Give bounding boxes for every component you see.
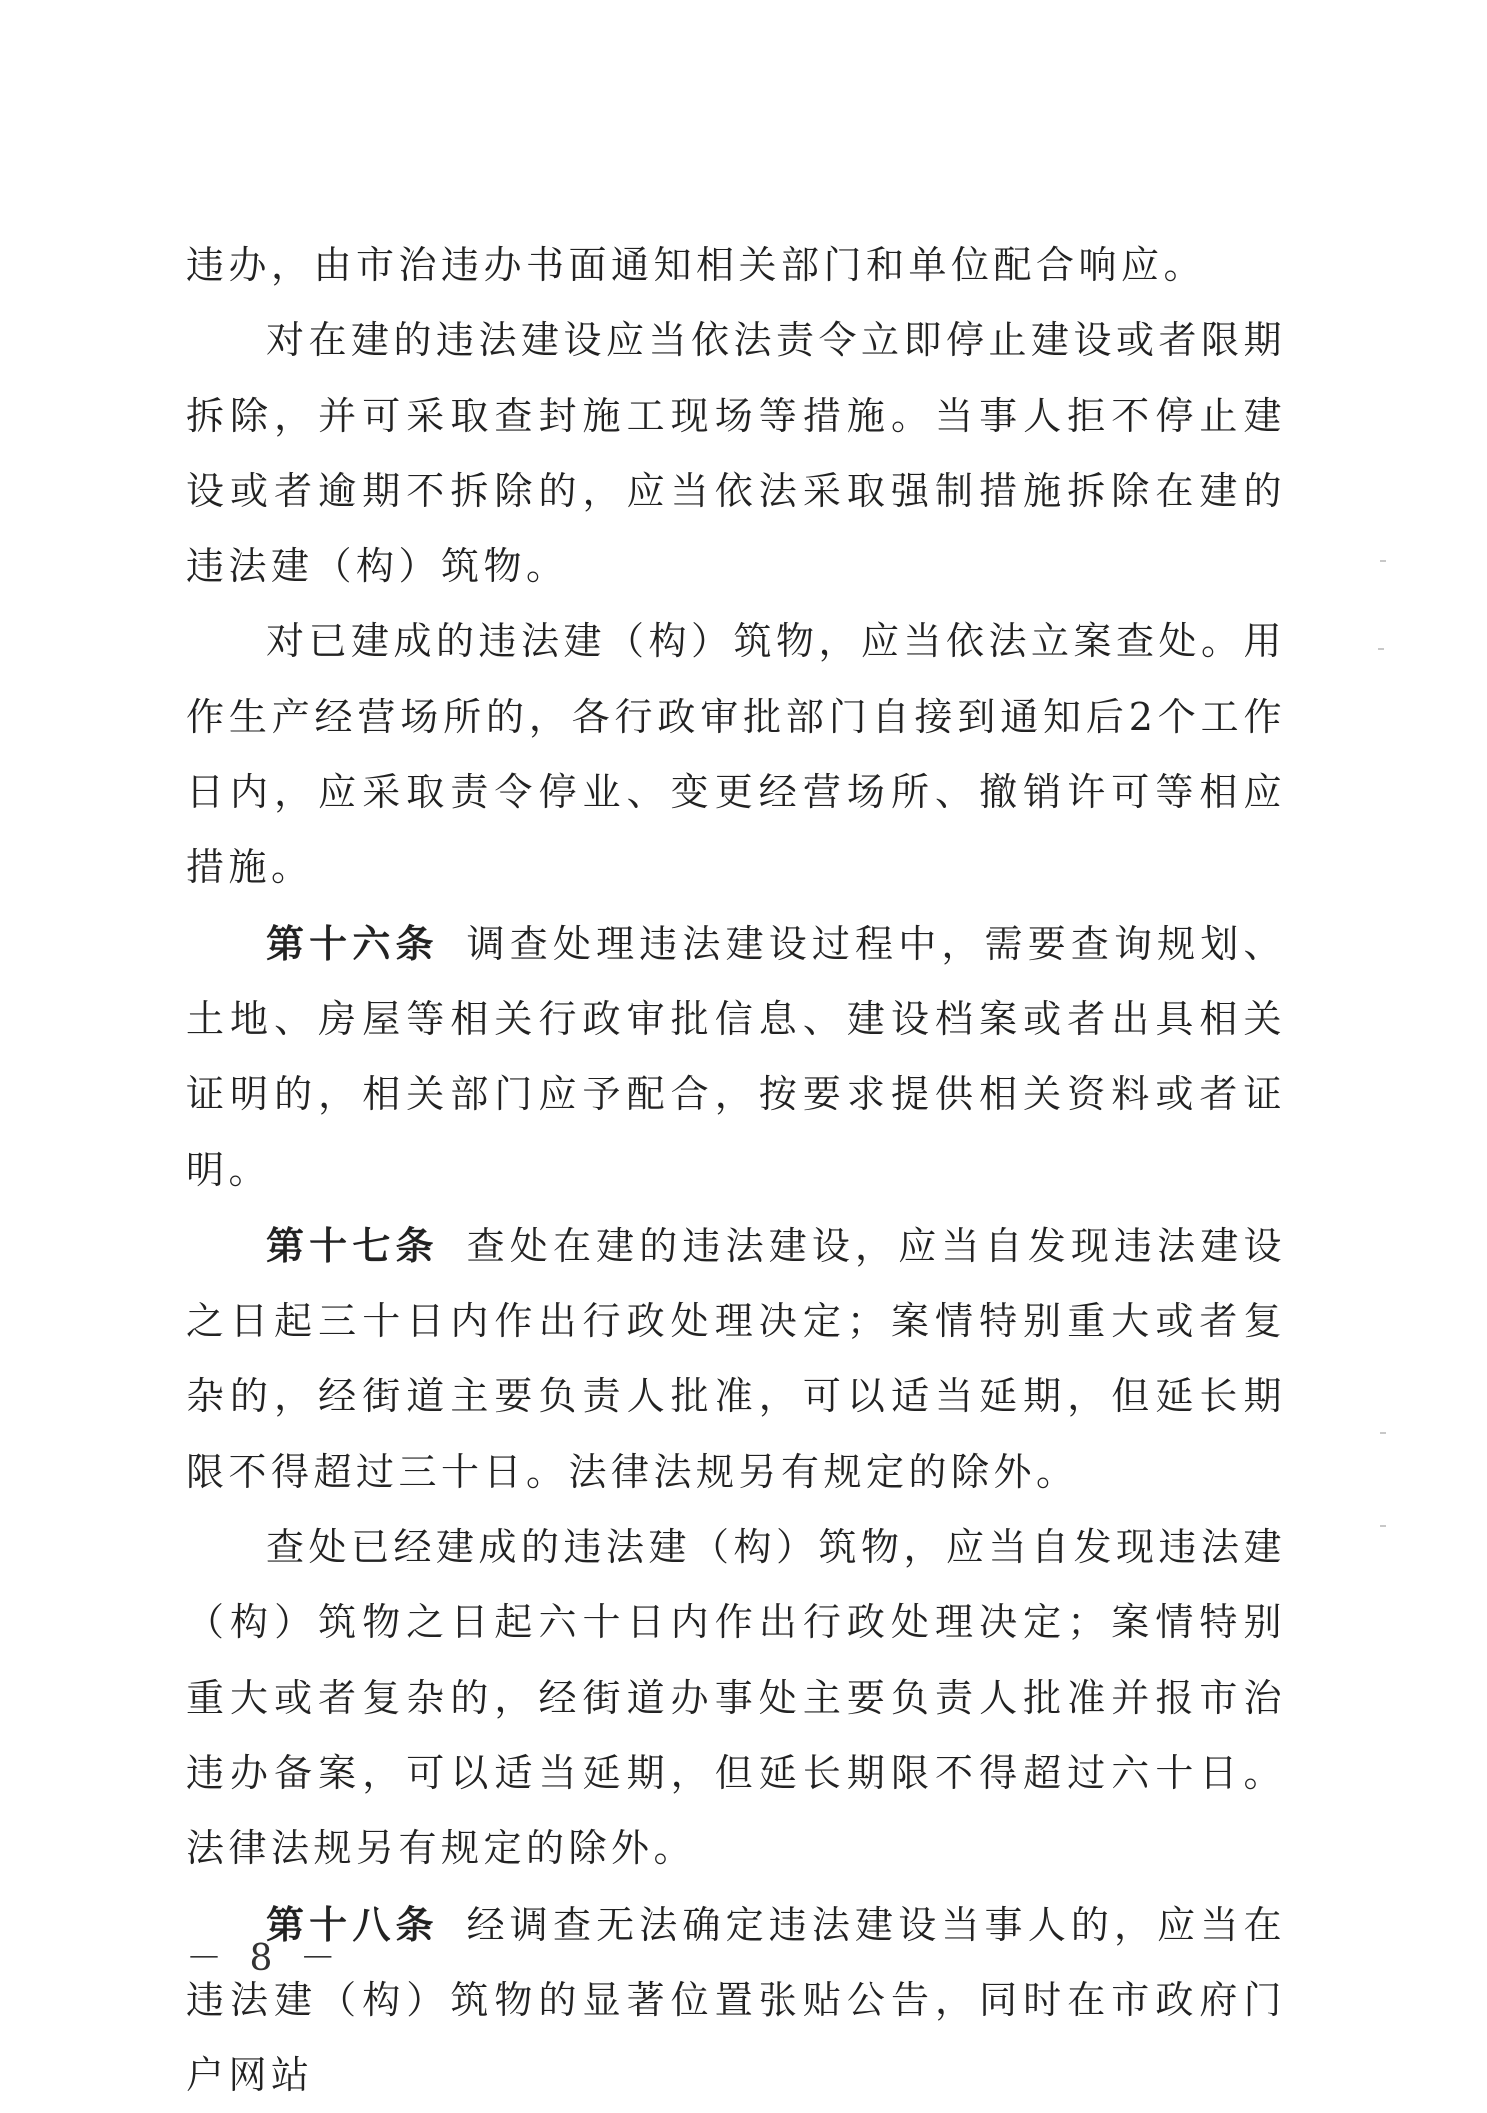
paragraph <box>186 303 1286 604</box>
article-18 <box>186 1887 1286 2113</box>
article-heading: 第十六条 <box>266 920 439 966</box>
paragraph-text: 查处已经建成的违法建（构）筑物，应当自发现违法建（构）筑物之日起六十日内作出行政处理决定；案情特别重大或者复杂的，经街道办事处主要负责人批准并报市治违办备案，可以适当延期，但延长期限不得超过六十日。法律法规另有规定的除外。 <box>186 1525 1287 1871</box>
scan-mark <box>1380 560 1386 562</box>
article-16 <box>186 906 1286 1208</box>
article-17 <box>186 1208 1286 1510</box>
paragraph-text: 对在建的违法建设应当依法责令立即停止建设或者限期拆除，并可采取查封施工现场等措施。当事人拒不停止建设或者逾期不拆除的，应当依法采取强制措施拆除在建的违法建（构）筑物。 <box>186 318 1287 589</box>
paragraph <box>186 1510 1286 1886</box>
article-heading: 第十八条 <box>266 1901 439 1947</box>
paragraph-text: 查处在建的违法建设，应当自发现违法建设之日起三十日内作出行政处理决定；案情特别重大或者复杂的，经街道主要负责人批准，可以适当延期，但延长期限不得超过三十日。法律法规另有规定的除外。 <box>186 1223 1286 1494</box>
paragraph-text: 违办，由市治违办书面通知相关部门和单位配合响应。 <box>186 243 1207 287</box>
paragraph-text: 对已建成的违法建（构）筑物，应当依法立案查处。用作生产经营场所的，各行政审批部门自接到通知后2个工作日内，应采取责令停业、变更经营场所、撤销许可等相应措施。 <box>186 619 1287 890</box>
paragraph-text: 调查处理违法建设过程中，需要查询规划、土地、房屋等相关行政审批信息、建设档案或者出具相关证明的，相关部门应予配合，按要求提供相关资料或者证明。 <box>186 921 1286 1192</box>
scan-mark <box>1378 648 1384 650</box>
paragraph-text: 经调查无法确定违法建设当事人的，应当在违法建（构）筑物的显著位置张贴公告，同时在市政府门户网站 <box>186 1902 1286 2098</box>
scan-mark <box>1380 1525 1386 1527</box>
scan-mark <box>1380 1432 1386 1434</box>
paragraph <box>186 604 1286 905</box>
page-number: － 8 － <box>186 1938 344 1979</box>
article-heading: 第十七条 <box>266 1222 439 1268</box>
body-text <box>186 228 1286 2113</box>
paragraph <box>186 228 1286 303</box>
